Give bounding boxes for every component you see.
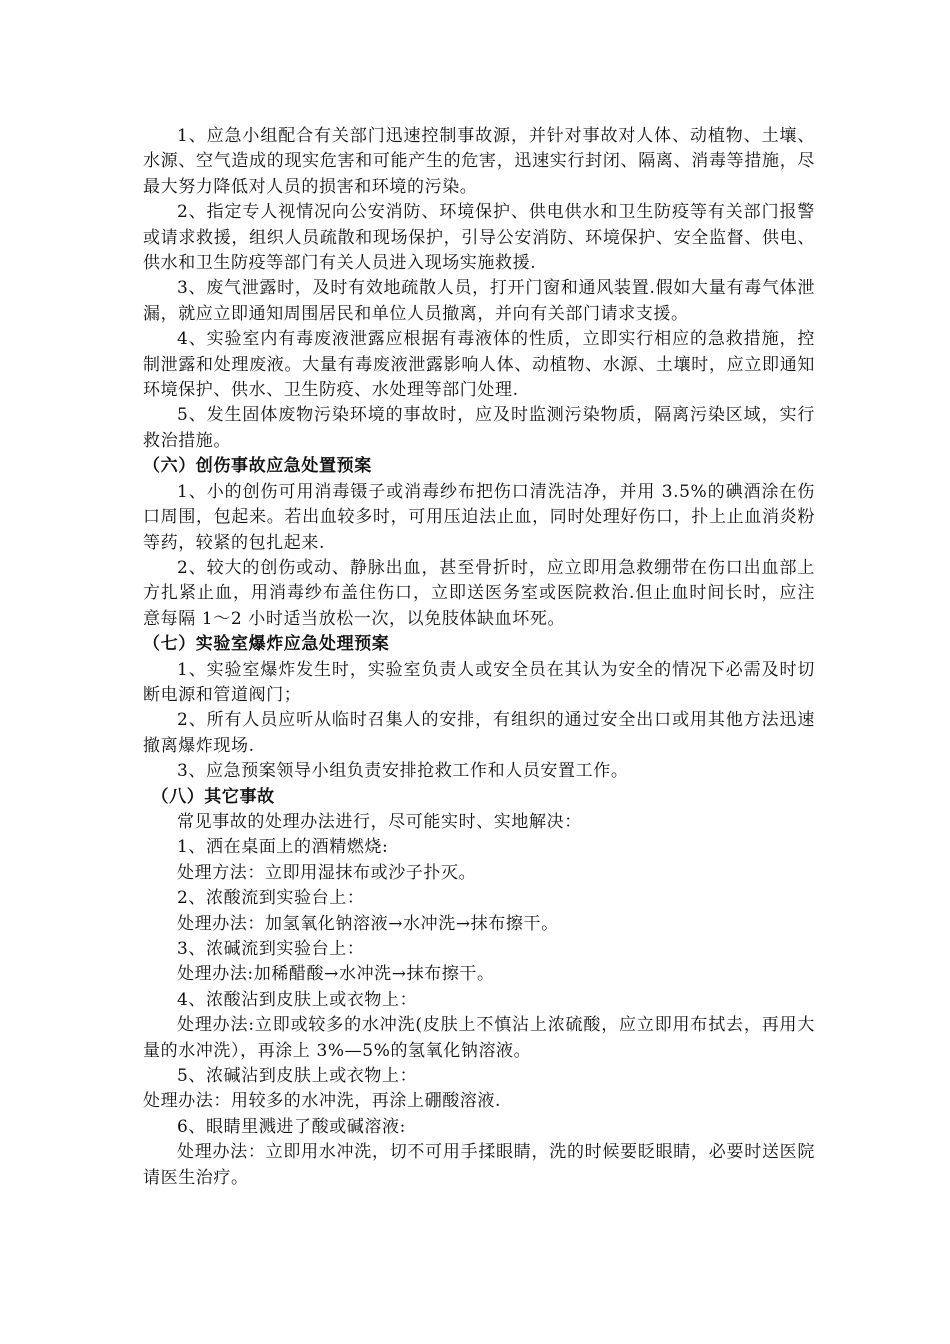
paragraph: 2、所有人员应听从临时召集人的安排，有组织的通过安全出口或用其他方法迅速撤离爆炸现场. [143,710,815,756]
paragraph: 1、小的创伤可用消毒镊子或消毒纱布把伤口清洗洁净，并用 3.5%的碘酒涂在伤口周围，包起来。若出血较多时，可用压迫法止血，同时处理好伤口，扑上止血消炎粉等药，较紧的包扎起来. [143,481,815,553]
paragraph: 常见事故的处理办法进行，尽可能实时、实地解决： [177,811,582,832]
list-line: 处理办法：加氢氧化钠溶液→水冲洗→抹布擦干。 [177,913,559,934]
section-heading: （六）创伤事故应急处置预案 [143,456,372,477]
list-line: 处理办法:加稀醋酸→水冲洗→抹布擦干。 [177,964,495,985]
paragraph: 5、发生固体废物污染环境的事故时，应及时监测污染物质，隔离污染区域，实行救治措施。 [143,405,815,451]
section-heading: （八）其它事故 [151,786,275,807]
paragraph: 1、应急小组配合有关部门迅速控制事故源，并针对事故对人体、动植物、土壤、水源、空气造成的现实危害和可能产生的危害，迅速实行封闭、隔离、消毒等措施，尽最大努力降低对人员的损害和环境的污染。 [143,126,815,197]
paragraph: 处理办法:立即或较多的水冲洗(皮肤上不慎沾上浓硫酸，应立即用布拭去，再用大量的水冲洗），再涂上 3%—5%的氢氧化钠溶液。 [143,1015,815,1061]
paragraph: 1、实验室爆炸发生时，实验室负责人或安全员在其认为安全的情况下必需及时切断电源和管道阀门； [143,659,815,705]
list-line: 处理方法：立即用湿抹布或沙子扑灭。 [177,862,477,883]
list-line: 2、浓酸流到实验台上： [177,888,365,909]
list-line: 5、浓碱沾到皮肤上或衣物上： [177,1066,418,1087]
list-line: 6、眼睛里溅进了酸或碱溶液: [177,1116,406,1137]
document-page [143,124,815,1191]
list-line: 处理办法：用较多的水冲洗，再涂上硼酸溶液. [143,1091,502,1112]
paragraph: 2、较大的创伤或动、静脉出血，甚至骨折时，应立即用急救绷带在伤口出血部上方扎紧止血，用消毒纱布盖住伤口，立即送医务室或医院救治.但止血时间长时，应注意每隔 1～2 小时适当放松一次，以免肢体缺血坏死。 [143,557,815,629]
paragraph: 3、废气泄露时，及时有效地疏散人员，打开门窗和通风装置.假如大量有毒气体泄漏，就应立即通知周围居民和单位人员撤离，并向有关部门请求支援。 [143,278,815,324]
list-line: 3、浓碱流到实验台上： [177,939,365,959]
list-line: 4、浓酸沾到皮肤上或衣物上： [177,989,418,1010]
list-line: 1、洒在桌面上的酒精燃烧: [177,837,389,858]
paragraph: 2、指定专人视情况向公安消防、环境保护、供电供水和卫生防疫等有关部门报警或请求救援，组织人员疏散和现场保护，引导公安消防、环境保护、安全监督、供电、供水和卫生防疫等部门有关人员进入现场实施救援. [143,202,815,274]
section-heading: （七）实验室爆炸应急处理预案 [143,634,390,655]
paragraph: 处理办法：立即用水冲洗，切不可用手揉眼睛，洗的时候要眨眼睛，必要时送医院请医生治疗。 [143,1142,815,1188]
paragraph: 3、应急预案领导小组负责安排抢救工作和人员安置工作。 [177,761,629,782]
paragraph: 4、实验室内有毒废液泄露应根据有毒液体的性质，立即实行相应的急救措施，控制泄露和处理废液。大量有毒废液泄露影响人体、动植物、水源、土壤时，应立即通知环境保护、供水、卫生防疫、水处理等部门处理. [143,329,815,401]
